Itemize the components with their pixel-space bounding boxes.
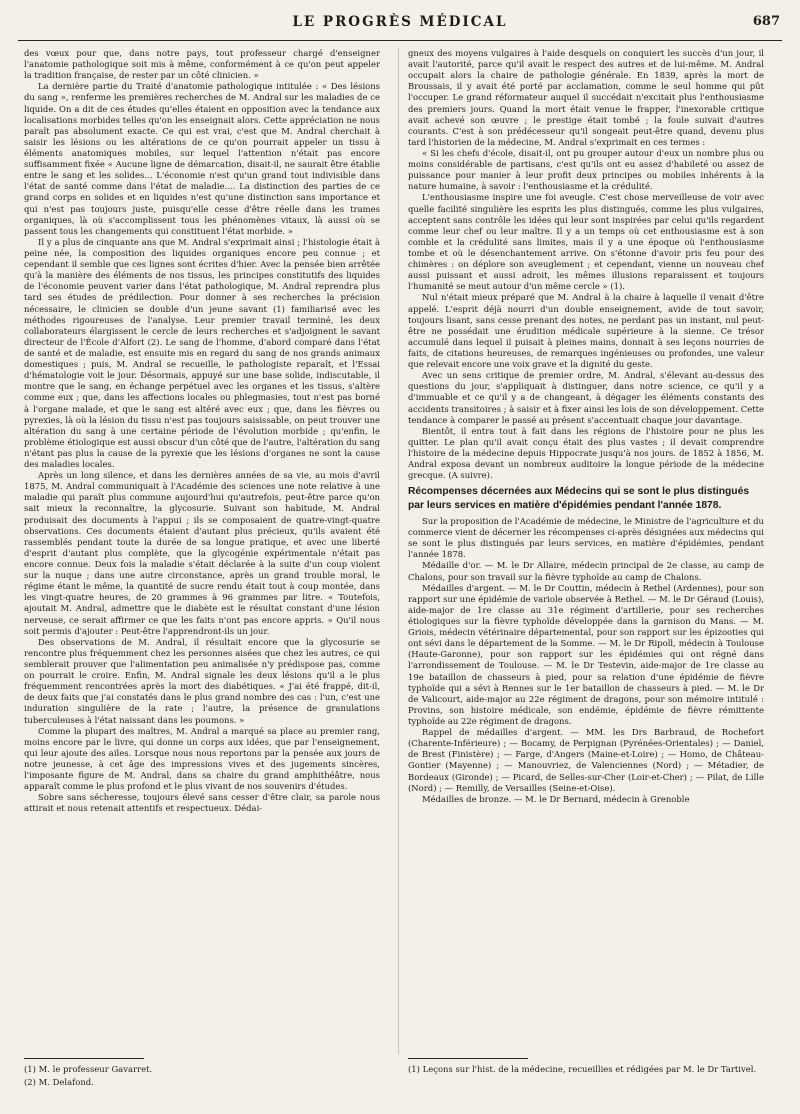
page-header: [18, 4, 782, 41]
paragraph: Médailles d'argent. — M. le Dr Couttin, médecin à Rethel (Ardennes), pour son rapport sur une épidémie de variole observée à Rethel. — M. le Dr Géraud (Louis), aide-major de 1re classe au 31e régiment d'artillerie, pour ses recherches étiologiques sur la fièvre typhoïde développée dans la garnison du Mans. — M. Griois, médecin vétérinaire départemental, pour son rapport sur les épizooties qui ont sévi dans le département de la Somme. — M. le Dr Ripoll, médecin à Toulouse (Haute-Garonne), pour son rapport sur les épidémies qui ont régné dans l'arrondissement de Toulouse. — M. le Dr Testevin, aide-major de 1re classe au 19e bataillon de chasseurs à pied, pour sa relation d'une épidémie de fièvre typhoïde qui a sévi à Rennes sur le 1er bataillon de chasseurs à pied. — M. le Dr de Valicourt, aide-major au 22e régiment de dragons, pour son mémoire intitulé : Provins, son histoire médicale, son endémie, épidémie de fièvre rémittente typhoïde au 22e régiment de dragons.: [408, 582, 764, 726]
left-column: [24, 48, 380, 1054]
paragraph: Rappel de médailles d'argent. — MM. les Drs Barbraud, de Rochefort (Charente-Inférieure) ; — Bocamy, de Perpignan (Pyrénées-Orientales) ; — Daniel, de Brest (Finistère) ; — Farge, d'Angers (Maine-et-Loire) ; — Homo, de Château-Gontier (Mayenne) ; — Manouvriez, de Valenciennes (Nord) ; — Métadier, de Bordeaux (Gironde) ; — Picard, de Selles-sur-Cher (Loir-et-Cher) ; — Pilat, de Lille (Nord) ; — Remilly, de Versailles (Seine-et-Oise).: [408, 727, 764, 793]
paragraph: gneux des moyens vulgaires à l'aide desquels on conquiert les succès d'un jour, il avait l'autorité, parce qu'il avait le respect des autres et de lui-même. M. Andral occupait alors la chaire de pathologie générale. En 1839, après la mort de Broussais, il y avait été porté par acclamation, comme le seul homme qui pût l'occuper. Le grand réformateur auquel il succédait n'excitait plus l'enthousiasme des premiers jours. Quand la mort était venue le frapper, l'inexorable critique avait achevé son œuvre ; le prestige était tombé ; la foule suivait d'autres courants. C'est à son prédécesseur qu'il songeait peut-être quand, devenu plus tard l'historien de la médecine, M. Andral s'exprimait en ces termes :: [408, 48, 764, 147]
column-divider: [398, 48, 399, 1054]
paragraph: L'enthousiasme inspire une foi aveugle. C'est chose merveilleuse de voir avec quelle facilité singulière les esprits les plus distingués, comme les plus vulgaires, acceptent sans contrôle les idées qui leur sont inspirées par celui qu'ils regardent comme leur chef ou leur maître. Il y a un temps où cet enthousiasme est à son comble et la crédulité sans limites, mais il y a une époque où l'enthousiasme tombe et où le désenchantement arrive. On s'étonne d'avoir pris feu pour des chimères : on déplore son aveuglement ; et cependant, vienne un nouveau chef aussi puissant et aussi adroit, les mêmes illusions reparaissent et toujours l'humanité se meut autour d'un même cercle » (1).: [408, 192, 764, 292]
paragraph: La dernière partie du Traité d'anatomie pathologique intitulée : « Des lésions du sang », renferme les premières recherches de M. Andral sur les maladies de ce liquide. On a dit de ces études qu'elles étaient en opposition avec la tendance aux localisations morbides telles qu'on les enseignait alors. Cette appréciation ne nous paraît pas absolument exacte. Ce qui est vrai, c'est que M. Andral cherchait à saisir les lésions ou les altérations de ce qu'on pourrait appeler un tissu à éléments anatomiques mobiles, sur lequel l'attention n'était pas encore suffisamment fixée « Aucune ligne de démarcation, disait-il, ne saurait être établie entre le sang et les solides... L'économie n'est qu'un grand tout indivisible dans l'état de santé comme dans l'état de maladie.... La distinction des parties de ce grand corps en solides et en liquides n'est qu'une distinction sans importance et qui n'est pas toujours juste, puisqu'elle cesse d'être réelle dans les trames organiques, là où s'accomplissent tous les phénomènes vitaux, là aussi où se passent tous les changements qui constituent l'état morbide. »: [24, 81, 380, 236]
footnote-rule: [408, 1058, 528, 1059]
page-number: 687: [752, 14, 780, 29]
paragraph: Sobre sans sécheresse, toujours élevé sans cesser d'être clair, sa parole nous attirait et nous retenait attentifs et respectueux. Dédai-: [24, 792, 380, 814]
paragraph: Après un long silence, et dans les dernières années de sa vie, au mois d'avril 1875, M. Andral communiquait à l'Académie des sciences une note relative à une maladie qui paraît plus commune aujourd'hui qu'autrefois, peut-être parce qu'on sait mieux la reconnaître, la glycosurie. Suivant son habitude, M. Andral produisait des documents à l'appui ; ils se composaient de quatre-vingt-quatre observations. Ces documents étaient d'autant plus précieux, qu'ils avaient été rassemblés pendant toute la durée de sa longue pratique, et avec une liberté d'esprit d'autant plus complète, que la glycogénie expérimentale n'était pas encore connue. Deux fois la maladie s'était déclarée à la suite d'un coup violent sur la nuque ; dans une autre circonstance, après un grand trouble moral, le régime étant le même, la quantité de sucre rendu était tout à coup montée, dans les vingt-quatre heures, de 20 grammes à 96 grammes par litre. « Toutefois, ajoutait M. Andral, admettre que le diabète est le résultat constant d'une lésion nerveuse, ce serait affirmer ce que les faits n'ont pas encore appris. » Qu'il nous soit permis d'ajouter : Peut-être l'apprendront-ils un jour.: [24, 470, 380, 636]
footnotes-left: [24, 1058, 380, 1088]
footnotes-right: [408, 1058, 764, 1076]
paragraph: Il y a plus de cinquante ans que M. Andral s'exprimait ainsi ; l'histologie était à peine née, la composition des liquides organiques encore peu connue ; et cependant il semble que ces lignes sont écrites d'hier. Avec la pensée bien arrêtée qu'à la manière des éléments de nos tissus, les principes constitutifs des liquides de l'économie peuvent varier dans l'état pathologique, M. Andral reprendra plus tard ses études de prédilection. Pour donner à ses recherches la précision nécessaire, le clinicien se double d'un jeune savant (1) familiarisé avec les méthodes rigoureuses de l'analyse. Leur premier travail terminé, les deux collaborateurs élargissent le cercle de leurs recherches et s'adjoignent le savant directeur de l'École d'Alfort (2). Le sang de l'homme, d'abord comparé dans l'état de santé et de maladie, est ensuite mis en regard du sang de nos grands animaux domestiques ; puis, M. Andral se recueille, le pathologiste reparaît, et l'Essai d'hématologie voit le jour. Désormais, appuyé sur une base solide, indiscutable, il montre que le sang, en échange perpétuel avec les organes et les tissus, s'altère comme eux ; que, dans les affections locales ou phlegmasies, tout n'est pas borné à l'organe malade, et que le sang est altéré avec eux ; que, dans les fièvres ou pyrexies, là où la lésion du tissu n'est pas toujours saisissable, on peut trouver une altération du sang à une certaine période de l'évolution morbide ; qu'enfin, le problème étiologique est aussi obscur d'un côté que de l'autre, l'altération du sang n'étant pas plus la cause de la pyrexie que les lésions d'organes ne sont la cause des maladies locales.: [24, 236, 380, 470]
footnote-rule: [24, 1058, 144, 1059]
paragraph: Des observations de M. Andral, il résultait encore que la glycosurie se rencontre plus fréquemment chez les personnes aisées que chez les autres, ce qui semblerait prouver que l'alimentation peu animalisée n'y prédispose pas, comme on pourrait le croire. Enfin, M. Andral signale les deux lésions qu'il a le plus fréquemment rencontrées après la mort des diabétiques. « J'ai été frappé, dit-il, de deux faits que j'ai constatés dans le plus grand nombre des cas : l'un, c'est une induration singulière de la rate ; l'autre, la présence de granulations tuberculeuses à l'état naissant dans les poumons. »: [24, 636, 380, 725]
paragraph: Bientôt, il entra tout à fait dans les régions de l'histoire pour ne plus les quitter. Le plan qu'il avait conçu était des plus vastes ; il devait comprendre l'histoire de la médecine depuis Hippocrate jusqu'à nos jours. de 1852 à 1856, M. Andral exposa devant un nombreux auditoire la longue période de la médecine grecque. (A suivre).: [408, 425, 764, 481]
journal-title: LE PROGRÈS MÉDICAL: [292, 14, 508, 30]
footnote: (1) M. le professeur Gavarret.: [24, 1064, 153, 1074]
footnote: (2) M. Delafond.: [24, 1076, 94, 1087]
paragraph: Médailles de bronze. — M. le Dr Bernard, médecin à Grenoble: [422, 793, 690, 804]
paragraph: Médaille d'or. — M. le Dr Allaire, médecin principal de 2e classe, au camp de Chalons, pour son travail sur la fièvre typhoïde au camp de Chalons.: [408, 560, 764, 582]
paragraph: Avec un sens critique de premier ordre, M. Andral, s'élevant au-dessus des questions du jour, s'appliquait à distinguer, dans notre science, ce qu'il y a d'immuable et ce qu'il y a de changeant, à dégager les éléments constants des accidents transitoires ; à saisir et à fixer ainsi les lois de son développement. Cette tendance à comparer le passé au présent s'accentuait chaque jour davantage.: [408, 370, 764, 425]
paragraph: « Si les chefs d'école, disait-il, ont pu grouper autour d'eux un nombre plus ou moins considérable de partisans, c'est qu'ils ont eu assez d'habileté ou assez de puissance pour manier à leur profit deux principes ou mobiles inhérents à la nature humaine, à savoir : l'enthousiasme et la crédulité.: [408, 147, 764, 192]
right-column: [408, 48, 764, 1054]
footnote: (1) Leçons sur l'hist. de la médecine, recueillies et rédigées par M. le Dr Tartivel.: [408, 1064, 757, 1074]
paragraph: des vœux pour que, dans notre pays, tout professeur chargé d'enseigner l'anatomie pathologique soit mis à même, conformément à ce qu'on peut appeler la tradition française, de rester par un côté clinicien. »: [24, 48, 380, 81]
paragraph: Sur la proposition de l'Académie de médecine, le Ministre de l'agriculture et du commerce vient de décerner les récompenses ci-après désignées aux médecins qui se sont le plus distingués par leurs services, en matière d'épidémies, pendant l'année 1878.: [408, 516, 764, 560]
paragraph: Comme la plupart des maîtres, M. Andral a marqué sa place au premier rang, moins encore par le livre, qui donne un corps aux idées, que par l'enseignement, qui leur ajoute des ailes. Lorsque nous nous reportons par la pensée aux jours de notre jeunesse, à cet âge des impressions vives et des jugements sincères, l'imposante figure de M. Andral, dans sa chaire du grand amphithéâtre, nous apparaît comme le plus profond et le plus vivant de nos souvenirs d'études.: [24, 725, 380, 792]
section-title: Récompenses décernées aux Médecins qui se sont le plus distingués par leurs services en matière d'épidémies pendant l'année 1878.: [408, 486, 750, 511]
paragraph: Nul n'était mieux préparé que M. Andral à la chaire à laquelle il venait d'être appelé. L'esprit déjà nourri d'un double enseignement, avide de tout savoir, toujours lisant, sans cesse prenant des notes, ne perdant pas un instant, nul peut-être ne possédait une érudition médicale supérieure à la sienne. Ce trésor accumulé dans lequel il puisait à pleines mains, donnait à ses leçons nourries de faits, de citations heureuses, de remarques ingénieuses ou profondes, une valeur que relevait encore une voix grave et la dignité du geste.: [408, 292, 764, 370]
